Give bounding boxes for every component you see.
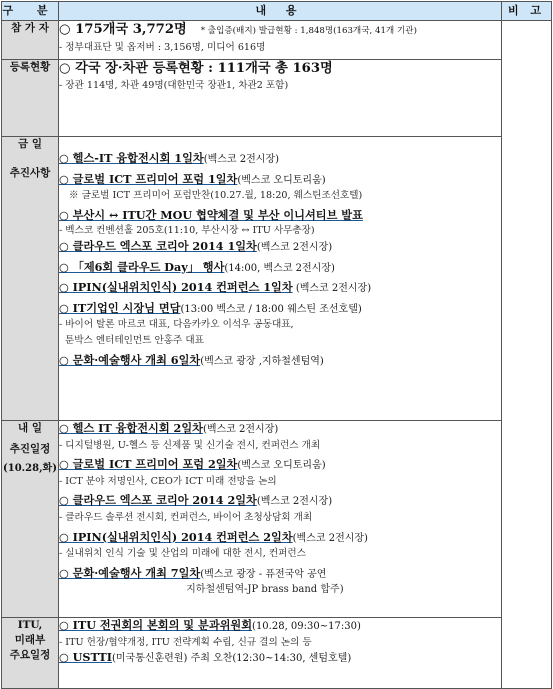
tomorrow-content xyxy=(59,421,502,618)
list-item: ○ ITU 전권회의 본회의 및 분과위원회(10.28, 09:30~17:30) xyxy=(59,618,361,632)
today-label xyxy=(2,137,59,421)
list-item: ○ IT기업인 시장님 면담(13:00 벡스코 / 18:00 웨스틴 조선호텔) xyxy=(59,300,362,315)
list-item: ○ 문화·예술행사 개최 6일차(벡스코 광장 ,지하철센텀역) xyxy=(59,352,324,367)
list-item: - 디지털병원, U-헬스 등 신제품 및 신기술 전시, 컨퍼런스 개최 xyxy=(59,439,321,451)
tomorrow-label-date: (10.28,화) xyxy=(3,463,57,474)
table-header-row xyxy=(2,2,552,21)
list-item: ○ IPIN(실내위치인식) 2014 컨퍼런스 2일차(벡스코 2전시장) xyxy=(59,529,368,544)
registration-row xyxy=(2,60,552,137)
today-label-top: 금 일 xyxy=(18,138,42,150)
today-content xyxy=(59,137,502,421)
list-item: - ICT 분야 저명인사, CEO가 ICT 미래 전망을 논의 xyxy=(59,475,277,487)
list-item: ○ 「제6회 클라우드 Day」 행사(14:00, 벡스코 2전시장) xyxy=(59,259,335,274)
registration-summary: ○ 각국 장·차관 등록현황 : 111개국 총 163명 xyxy=(59,61,333,76)
header-content: 내 용 xyxy=(59,2,502,21)
itu-content xyxy=(59,618,502,689)
registration-label: 등록현황 xyxy=(2,60,59,137)
itu-label xyxy=(2,618,59,689)
remarks-column xyxy=(502,21,552,689)
list-item: - 실내위치 인식 기술 및 산업의 미래에 대한 전시, 컨퍼런스 xyxy=(59,548,306,560)
list-item: ○ 문화·예술행사 개최 7일차(벡스코 광장 - 퓨전국악 공연 xyxy=(59,565,327,580)
list-item: ○ 헬스-IT 융합전시회 1일차(벡스코 2전시장) xyxy=(59,151,280,165)
list-item: 툰박스 엔터테인먼트 안홍주 대표 xyxy=(65,334,204,346)
participants-breakdown: - 정부대표단 및 옵저버 : 3,156명, 미디어 616명 xyxy=(59,42,266,53)
participants-content xyxy=(59,21,502,60)
list-item: - ITU 헌장/협약개정, ITU 전략계획 수립, 신규 결의 논의 등 xyxy=(59,636,312,648)
list-item: ○ 부산시 ↔ ITU간 MOU 협약체결 및 부산 이니셔티브 발표 xyxy=(59,207,363,222)
header-remarks: 비 고 xyxy=(502,2,552,21)
participants-total: ○ 175개국 3,772명 * 출입증(배지) 발급현황 : 1,848명(163개국, 41개 기관) xyxy=(59,22,417,37)
list-item: - 바이어 탈론 마르코 대표, 다음카카오 이석우 공동대표, xyxy=(59,319,294,331)
itu-label-bottom: 주요일정 xyxy=(9,649,51,661)
list-item: 지하철센텀역-JP brass band 합주) xyxy=(59,584,344,596)
participants-row xyxy=(2,21,552,60)
badge-issuance-note: * 출입증(배지) 발급현황 : 1,848명(163개국, 41개 기관) xyxy=(200,26,417,36)
registration-breakdown: - 장관 114명, 차관 49명(대한민국 장관1, 차관2 포함) xyxy=(59,80,289,91)
participants-label: 참 가 자 xyxy=(2,21,59,60)
itu-row xyxy=(2,618,552,689)
today-row xyxy=(2,137,552,421)
tomorrow-row xyxy=(2,421,552,618)
list-item: ○ 클라우드 엑스포 코리아 2014 1일차(벡스코 2전시장) xyxy=(59,238,333,253)
list-item: - 벡스코 컨벤션홀 205호(11:10, 부산시장 ↔ ITU 사무총장) xyxy=(59,225,315,237)
list-item: ○ 클라우드 엑스포 코리아 2014 2일차(벡스코 2전시장) xyxy=(59,493,333,508)
list-item: ○ 헬스 IT 융합전시회 2일차(벡스코 2전시장) xyxy=(59,421,279,435)
registration-content xyxy=(59,60,502,137)
list-item: ○ IPIN(실내위치인식) 2014 컨퍼런스 1일차 (벡스코 2전시장) xyxy=(59,280,372,295)
list-item: - 클라우드 솔루션 전시회, 컨퍼런스, 바이어 초청상담회 개최 xyxy=(59,511,313,523)
itu-label-mid: 미래부 xyxy=(14,634,46,646)
list-item: ○ USTTI(미국통신훈련원) 주최 오찬(12:30~14:30, 센텀호텔) xyxy=(59,650,352,665)
tomorrow-label-top: 내 일 xyxy=(18,422,42,434)
tomorrow-label xyxy=(2,421,59,618)
schedule-table xyxy=(1,1,552,689)
list-item: ※ 글로벌 ICT 프리미어 포럼만찬(10.27.월, 18:20, 웨스틴조선호텔) xyxy=(69,190,363,202)
itu-label-top: ITU, xyxy=(17,619,43,631)
list-item: ○ 글로벌 ICT 프리미어 포럼 1일차(벡스코 오디토리움) xyxy=(59,171,326,186)
today-label-bottom: 추진사항 xyxy=(9,167,51,179)
tomorrow-label-mid: 추진일정 xyxy=(9,443,51,455)
header-category: 구 분 xyxy=(2,2,59,21)
list-item: ○ 글로벌 ICT 프리미어 포럼 2일차(벡스코 오디토리움) xyxy=(59,457,326,472)
